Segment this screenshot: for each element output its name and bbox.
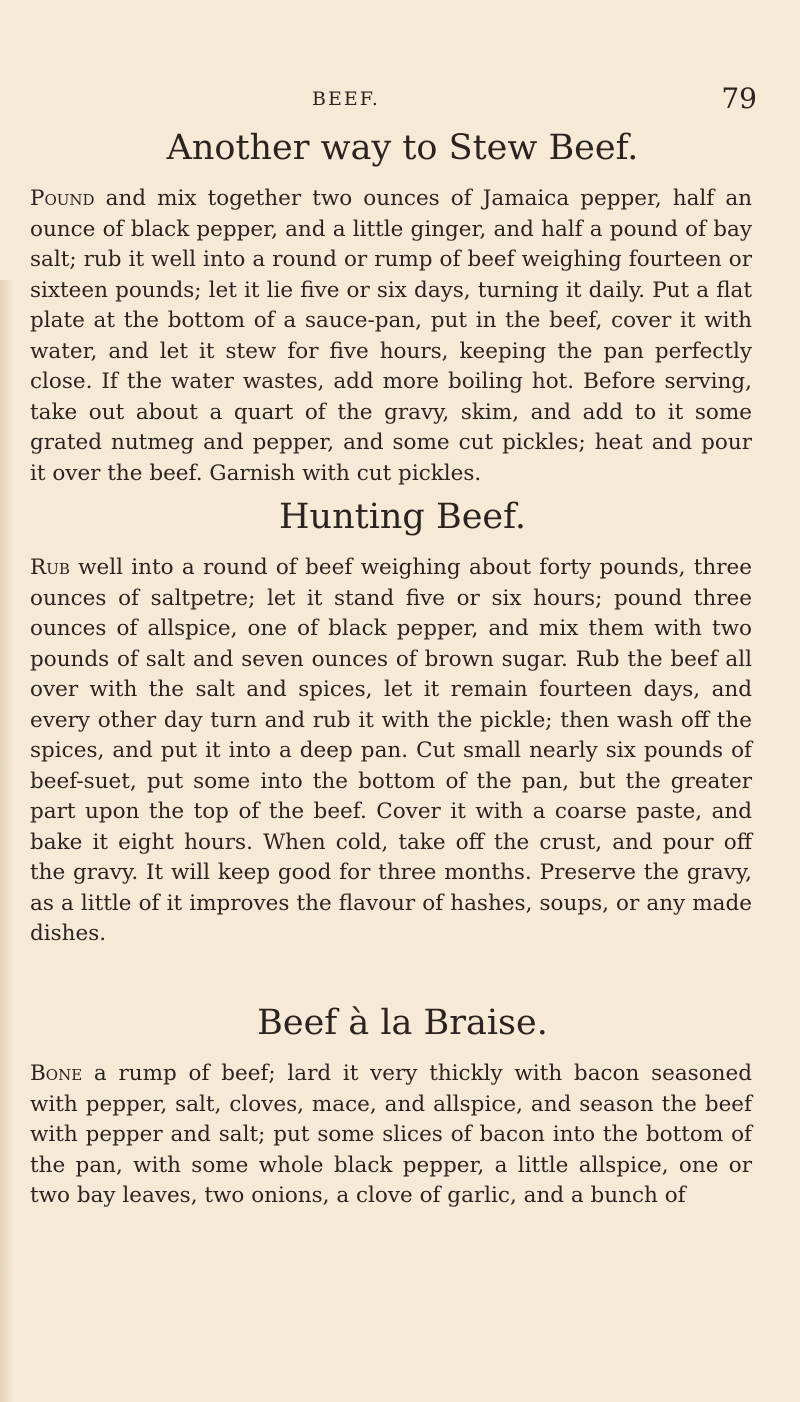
page-gutter-shadow [0, 280, 14, 1402]
recipe-lead-word: Pound [30, 186, 95, 211]
recipe-text: a rump of beef; lard it very thickly with bacon seasoned with pepper, salt, cloves, mace, and allspice, and season the beef with pepper and salt; put some slices of bacon into the bottom of the pan, with some whole black pepper, a little allspice, one or two bay leaves, two onions, a clove of garlic, and a bunch of [30, 1061, 752, 1208]
recipe-text: and mix together two ounces of Jamaica pepper, half an ounce of black pepper, and a little ginger, and half a pound of bay salt; rub it well into a round or rump of beef weighing fourteen or sixteen pounds; let it lie five or six days, turning it daily. Put a flat plate at the bottom of a sauce-pan, put in the beef, cover it with water, and let it stew for five hours, keeping the pan perfectly close. If the water wastes, add more boiling hot. Before serving, take out about a quart of the gravy, skim, and add to it some grated nutmeg and pepper, and some cut pickles; heat and pour it over the beef. Garnish with cut pickles. [30, 186, 752, 486]
running-head [30, 82, 775, 122]
running-title: BEEF. [312, 88, 380, 110]
recipe-title-beef-a-la-braise: Beef à la Braise. [257, 1003, 548, 1043]
recipe-body-beef-a-la-braise [30, 1059, 752, 1212]
recipe-lead-word: Bone [30, 1061, 83, 1086]
recipe-body-stew-beef [30, 184, 752, 489]
recipe-title-hunting-beef: Hunting Beef. [279, 497, 526, 537]
recipe-lead-word: Rub [30, 555, 70, 580]
recipe-title-stew-beef: Another way to Stew Beef. [166, 128, 639, 168]
page-number: 79 [721, 82, 757, 115]
book-page [30, 0, 775, 1402]
recipe-body-hunting-beef [30, 553, 752, 950]
recipe-text: well into a round of beef weighing about forty pounds, three ounces of saltpetre; let it stand five or six hours; pound three ounces of allspice, one of black pepper, and mix them with two pounds of salt and seven ounces of brown sugar. Rub the beef all over with the salt and spices, let it remain fourteen days, and every other day turn and rub it with the pickle; then wash off the spices, and put it into a deep pan. Cut small nearly six pounds of beef-suet, put some into the bottom of the pan, but the greater part upon the top of the beef. Cover it with a coarse paste, and bake it eight hours. When cold, take off the crust, and pour off the gravy. It will keep good for three months. Preserve the gravy, as a little of it improves the flavour of hashes, soups, or any made dishes. [30, 555, 752, 946]
